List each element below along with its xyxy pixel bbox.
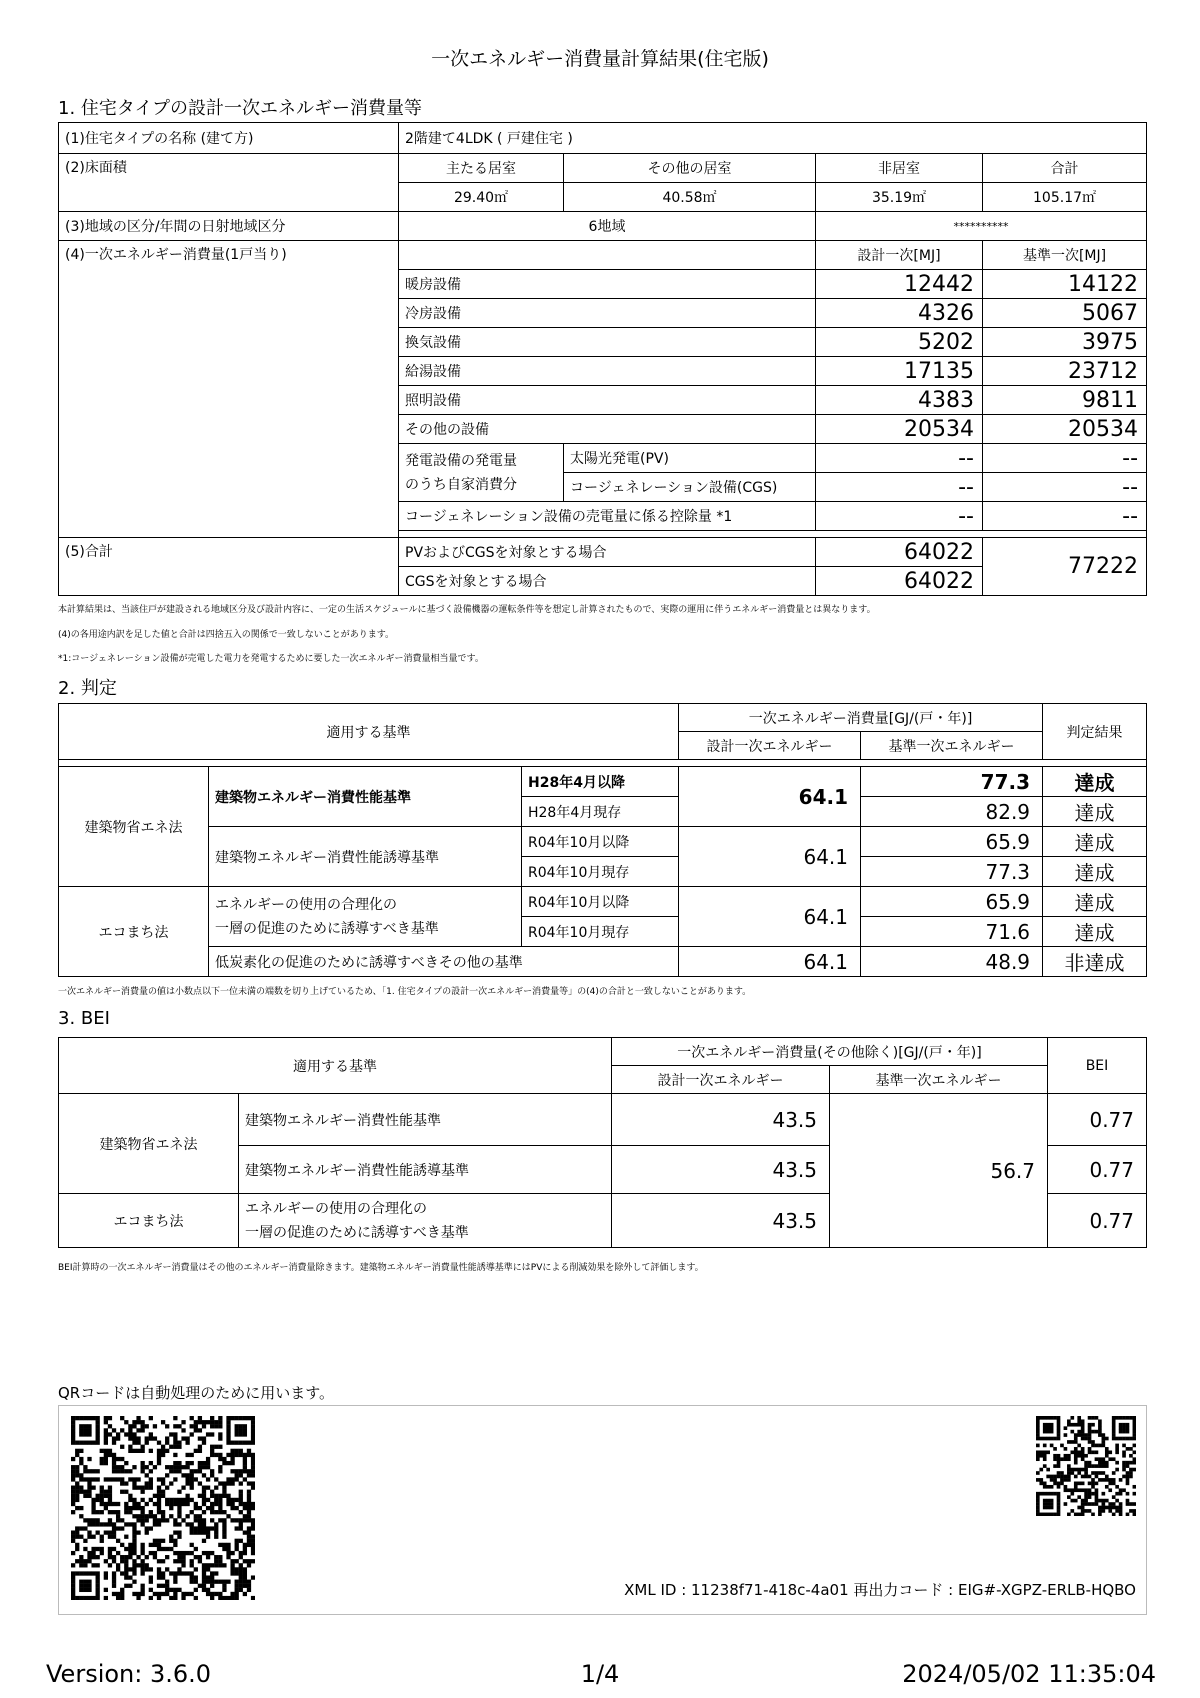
equipment-name: 暖房設備 [399, 270, 816, 299]
standard-name [209, 887, 522, 947]
floor-value: 105.17㎡ [983, 183, 1147, 212]
pv-standard: -- [983, 444, 1147, 473]
applied-standard-header: 適用する基準 [59, 1038, 612, 1094]
deduction-label: コージェネレーション設備の売電量に係る控除量 *1 [399, 502, 816, 531]
standard-name: 建築物エネルギー消費性能基準 [239, 1094, 612, 1146]
standard-name: 建築物エネルギー消費性能誘導基準 [209, 827, 522, 887]
standard-name [239, 1194, 612, 1248]
law-name: エコまち法 [59, 1194, 239, 1248]
design-value: 64.1 [679, 767, 861, 827]
period: R04年10月以降 [522, 887, 679, 917]
equipment-standard: 14122 [983, 270, 1147, 299]
pv-label: 太陽光発電(PV) [564, 444, 816, 473]
deduction-design: -- [816, 502, 983, 531]
energy-table [58, 122, 1147, 596]
cgs-design: -- [816, 473, 983, 502]
spacer-row [59, 760, 1147, 767]
floor-header: 合計 [983, 154, 1147, 183]
region-value: 6地域 [399, 212, 816, 241]
total-standard: 77222 [983, 538, 1147, 596]
total-label: (5)合計 [59, 538, 399, 596]
generation-label [399, 444, 564, 502]
bei-value: 0.77 [1048, 1094, 1147, 1146]
bei-value: 0.77 [1048, 1146, 1147, 1194]
equipment-standard: 23712 [983, 357, 1147, 386]
design-value: 64.1 [679, 887, 861, 947]
equipment-name: その他の設備 [399, 415, 816, 444]
total-cgs-label: CGSを対象とする場合 [399, 567, 816, 596]
standard-name-line1: エネルギーの使用の合理化の [215, 896, 397, 913]
equipment-design: 20534 [816, 415, 983, 444]
period: R04年10月現存 [522, 917, 679, 947]
cgs-label: コージェネレーション設備(CGS) [564, 473, 816, 502]
floor-value: 35.19㎡ [816, 183, 983, 212]
design-header: 設計一次[MJ] [816, 241, 983, 270]
equipment-standard: 9811 [983, 386, 1147, 415]
design-energy-header: 設計一次エネルギー [679, 732, 861, 760]
section-2-heading: 2. 判定 [58, 678, 117, 699]
result: 非達成 [1043, 947, 1147, 977]
base-value: 65.9 [861, 887, 1043, 917]
page-title: 一次エネルギー消費量計算結果(住宅版) [431, 48, 769, 70]
period: H28年4月現存 [522, 797, 679, 827]
design-value: 43.5 [612, 1146, 830, 1194]
result: 達成 [1043, 857, 1147, 887]
standard-header: 基準一次[MJ] [983, 241, 1147, 270]
floor-value: 40.58㎡ [564, 183, 816, 212]
floor-header: 主たる居室 [399, 154, 564, 183]
deduction-standard: -- [983, 502, 1147, 531]
equipment-standard: 5067 [983, 299, 1147, 328]
period: R04年10月現存 [522, 857, 679, 887]
cgs-standard: -- [983, 473, 1147, 502]
standard-name-line2: 一層の促進のために誘導すべき基準 [215, 920, 439, 937]
blank-cell [399, 241, 816, 270]
building-type-label: (1)住宅タイプの名称 (建て方) [59, 123, 399, 154]
floor-area-label: (2)床面積 [59, 154, 399, 212]
note: (4)の各用途内訳を足した値と合計は四捨五入の関係で一致しないことがあります。 [58, 630, 395, 640]
note: 一次エネルギー消費量の値は小数点以下一位未満の端数を切り上げているため、「1. 住宅タイプの設計一次エネルギー消費量等」の(4)の合計と一致しないことがあります。 [58, 987, 752, 997]
equipment-design: 5202 [816, 328, 983, 357]
design-value: 64.1 [679, 947, 861, 977]
version: Version: 3.6.0 [46, 1660, 212, 1688]
note: 本計算結果は、当該住戸が建設される地域区分及び設計内容に、一定の生活スケジュールに基づく設備機器の運転条件等を想定し計算されたもので、実際の運用に伴うエネルギー消費量とは異なります。 [58, 605, 876, 615]
equipment-design: 4383 [816, 386, 983, 415]
bei-header: BEI [1048, 1038, 1147, 1094]
design-value: 43.5 [612, 1094, 830, 1146]
total-cgs-design: 64022 [816, 567, 983, 596]
equipment-name: 冷房設備 [399, 299, 816, 328]
equipment-design: 4326 [816, 299, 983, 328]
standard-name-line2: 一層の促進のために誘導すべき基準 [245, 1224, 469, 1241]
standard-name-line1: エネルギーの使用の合理化の [245, 1200, 427, 1217]
generation-label-line1: 発電設備の発電量 [405, 452, 517, 469]
building-type-value: 2階建て4LDK ( 戸建住宅 ) [399, 123, 1147, 154]
result: 達成 [1043, 827, 1147, 857]
pv-design: -- [816, 444, 983, 473]
equipment-name: 照明設備 [399, 386, 816, 415]
floor-header: 非居室 [816, 154, 983, 183]
section-1-heading: 1. 住宅タイプの設計一次エネルギー消費量等 [58, 98, 422, 119]
design-value: 64.1 [679, 827, 861, 887]
applied-standard-header: 適用する基準 [59, 704, 679, 760]
total-pv-cgs-label: PVおよびCGSを対象とする場合 [399, 538, 816, 567]
base-value: 65.9 [861, 827, 1043, 857]
base-value: 48.9 [861, 947, 1043, 977]
base-value: 71.6 [861, 917, 1043, 947]
design-value: 43.5 [612, 1194, 830, 1248]
region-label: (3)地域の区分/年間の日射地域区分 [59, 212, 399, 241]
floor-header: その他の居室 [564, 154, 816, 183]
qr-panel [58, 1405, 1147, 1615]
law-name: 建築物省エネ法 [59, 767, 209, 887]
standard-name: 低炭素化の促進のために誘導すべきその他の基準 [209, 947, 679, 977]
result: 達成 [1043, 917, 1147, 947]
standard-name: 建築物エネルギー消費性能基準 [209, 767, 522, 827]
equipment-standard: 20534 [983, 415, 1147, 444]
result: 達成 [1043, 767, 1147, 797]
law-name: 建築物省エネ法 [59, 1094, 239, 1194]
base-energy-header: 基準一次エネルギー [830, 1066, 1048, 1094]
equipment-design: 12442 [816, 270, 983, 299]
spacer-row [399, 531, 1147, 538]
qr-caption: QRコードは自動処理のために用います。 [58, 1384, 335, 1402]
period: H28年4月以降 [522, 767, 679, 797]
total-pv-cgs-design: 64022 [816, 538, 983, 567]
solar-region-value: ********** [816, 212, 1147, 241]
period: R04年10月以降 [522, 827, 679, 857]
equipment-name: 換気設備 [399, 328, 816, 357]
result: 達成 [1043, 797, 1147, 827]
base-value: 82.9 [861, 797, 1043, 827]
qr-code-large [71, 1416, 255, 1600]
datetime: 2024/05/02 11:35:04 [902, 1660, 1156, 1688]
base-energy-header: 基準一次エネルギー [861, 732, 1043, 760]
section-3-heading: 3. BEI [58, 1008, 110, 1029]
generation-label-line2: のうち自家消費分 [405, 476, 517, 493]
result-header: 判定結果 [1043, 704, 1147, 760]
energy-header: 一次エネルギー消費量(その他除く)[GJ/(戸・年)] [612, 1038, 1048, 1066]
equipment-design: 17135 [816, 357, 983, 386]
base-value: 56.7 [830, 1094, 1048, 1248]
page-number: 1/4 [580, 1660, 620, 1688]
base-value: 77.3 [861, 767, 1043, 797]
standard-name: 建築物エネルギー消費性能誘導基準 [239, 1146, 612, 1194]
note: *1:コージェネレーション設備が売電した電力を発電するために要した一次エネルギー消費量相当量です。 [58, 654, 484, 664]
judgement-table [58, 703, 1147, 977]
base-value: 77.3 [861, 857, 1043, 887]
result: 達成 [1043, 887, 1147, 917]
energy-header: 一次エネルギー消費量[GJ/(戸・年)] [679, 704, 1043, 732]
bei-table [58, 1037, 1147, 1248]
xml-id: XML ID : 11238f71-418c-4a01 再出力コード : EIG#-XGPZ-ERLB-HQBO [624, 1581, 1136, 1599]
qr-code-small [1036, 1416, 1136, 1516]
energy-label: (4)一次エネルギー消費量(1戸当り) [59, 241, 399, 538]
law-name: エコまち法 [59, 887, 209, 977]
floor-value: 29.40㎡ [399, 183, 564, 212]
note: BEI計算時の一次エネルギー消費量はその他のエネルギー消費量除きます。建築物エネルギー消費量性能誘導基準にはPVによる削減効果を除外して評価します。 [58, 1263, 704, 1273]
design-energy-header: 設計一次エネルギー [612, 1066, 830, 1094]
equipment-name: 給湯設備 [399, 357, 816, 386]
bei-value: 0.77 [1048, 1194, 1147, 1248]
equipment-standard: 3975 [983, 328, 1147, 357]
